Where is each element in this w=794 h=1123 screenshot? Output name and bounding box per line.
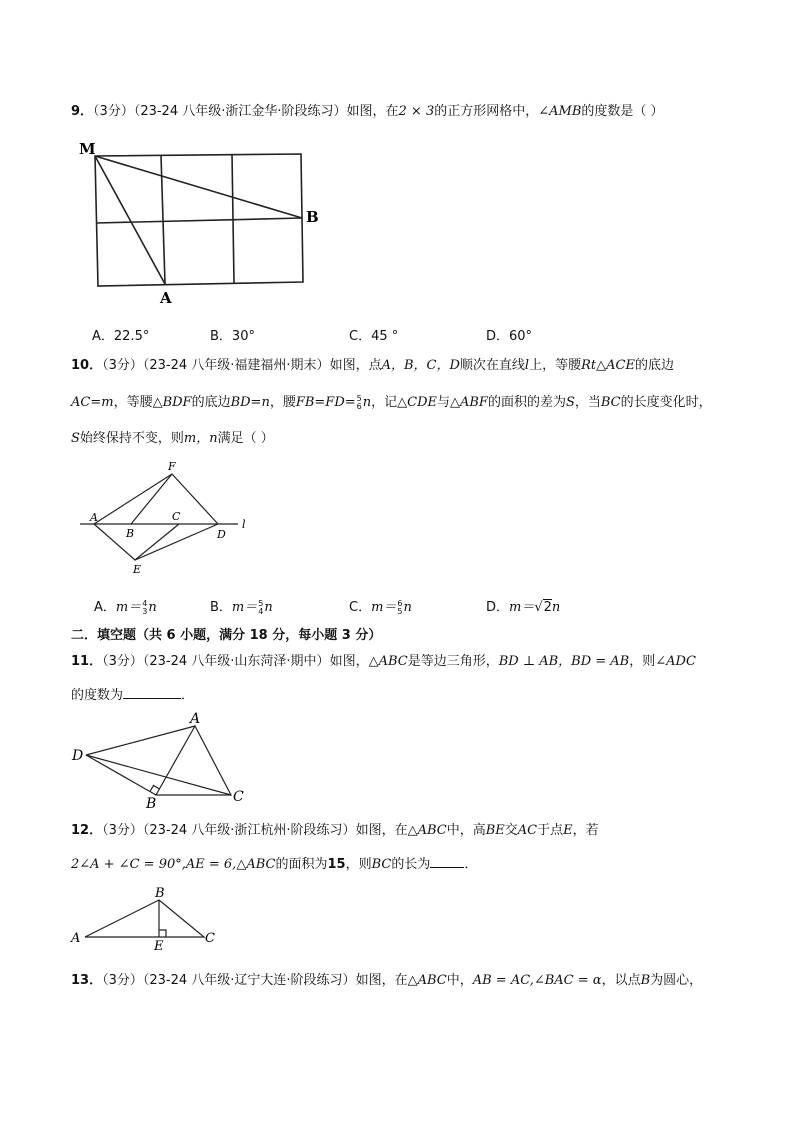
q10-math: ABF: [459, 395, 488, 410]
q9-grid-figure: [75, 138, 335, 308]
q12-text: 中，高: [446, 823, 486, 838]
q10-stem-line2: [71, 394, 712, 412]
q11-text: 如图，: [329, 654, 369, 669]
q10-label-e: E: [133, 563, 142, 576]
option-fraction: [397, 600, 402, 616]
q11-text: ，则: [629, 654, 656, 669]
option-lhs: m＝: [115, 600, 142, 615]
q10-option-c[interactable]: [349, 596, 412, 616]
q13-math: △ABC: [407, 973, 447, 988]
q10-text: 始终保持不变，则: [79, 431, 184, 446]
option-var: n: [148, 600, 157, 615]
option-prefix: B．: [210, 600, 232, 615]
q10-math: l: [524, 358, 530, 373]
q10-math: CDE: [407, 395, 437, 410]
q10-math: BC: [600, 395, 621, 410]
q10-text: 上，等腰: [529, 358, 582, 373]
q12-stem-line2: [71, 855, 477, 874]
q12-score: （3分）: [102, 823, 143, 838]
q10-fraction: [357, 395, 362, 411]
option-var: n: [551, 600, 561, 615]
q13-stem: [71, 972, 702, 990]
q9-grid-line: [232, 154, 234, 283]
option-prefix: D．: [486, 600, 510, 615]
q10-segments-ae-ed: [94, 524, 218, 560]
option-prefix: A．: [94, 600, 116, 615]
q11-label-c: C: [233, 789, 244, 805]
q10-math: A，B，C，D: [381, 358, 460, 373]
sqrt-icon: √: [534, 600, 543, 615]
q12-label-c: C: [205, 931, 215, 946]
q12-stem-line1: [71, 822, 599, 840]
q10-label-c: C: [172, 510, 181, 523]
q10-source: （23-24 八年级·福建福州·期末）: [142, 358, 330, 373]
fraction-denominator: 3: [142, 606, 148, 616]
q9-number: 9．: [71, 104, 94, 119]
q13-text: 为圆心，: [650, 973, 703, 988]
q10-math: S: [71, 431, 80, 446]
q9-option-b[interactable]: B．30°: [210, 329, 255, 344]
option-lhs: m＝: [371, 600, 397, 615]
option-prefix: C．: [349, 600, 372, 615]
fraction-denominator: 4: [258, 606, 264, 616]
q10-text: 的底边: [634, 358, 674, 373]
q12-math: AC: [517, 823, 538, 838]
q10-math: Rt△ACE: [581, 358, 635, 373]
q10-score: （3分）: [102, 358, 143, 373]
q10-math: AC=m: [71, 395, 114, 410]
q10-text: ，腰: [269, 395, 296, 410]
q12-text: 的面积为: [275, 857, 328, 872]
q9-option-d[interactable]: D．60°: [486, 329, 533, 344]
q12-label-e: E: [154, 939, 164, 953]
q11-source: （23-24 八年级·山东菏泽·期中）: [142, 654, 330, 669]
q13-text: 如图，在: [355, 973, 408, 988]
q10-text: 的底边: [191, 395, 231, 410]
q10-option-b[interactable]: [210, 596, 273, 616]
q10-math: n: [362, 395, 372, 410]
fraction-denominator: 5: [397, 606, 403, 616]
fraction-numerator: 6: [397, 598, 403, 608]
q11-text: 的度数为: [71, 688, 124, 703]
option-var: n: [264, 600, 273, 615]
q10-text: 如图，点: [329, 358, 382, 373]
q9-score: （3分）: [93, 104, 134, 119]
q10-number: 10．: [71, 358, 103, 373]
q12-math: BC: [371, 857, 392, 872]
q9-segment-mb: [95, 156, 302, 218]
q11-label-b: B: [146, 796, 157, 812]
q9-option-a[interactable]: A．22.5°: [92, 329, 150, 344]
q12-math: E: [563, 823, 573, 838]
q9-label-a: A: [160, 289, 172, 307]
q11-label-d: D: [72, 748, 84, 764]
q10-segment-ec: [135, 524, 179, 560]
q12-right-angle-mark: [159, 930, 166, 937]
q12-text: 的长为: [391, 857, 431, 872]
q9-text: 的度数是（ ）: [581, 104, 664, 119]
q10-segment-fb: [131, 474, 172, 524]
fraction-numerator: 5: [356, 393, 362, 403]
q9-label-m: M: [79, 140, 96, 158]
q13-text: ，以点: [601, 973, 641, 988]
q11-answer-blank[interactable]: [123, 686, 181, 699]
q10-option-d[interactable]: [486, 596, 560, 615]
q9-segment-ma: [95, 156, 165, 284]
q11-math: ∠ADC: [655, 654, 696, 669]
q9-label-b: B: [306, 208, 319, 226]
q11-math: △ABC: [368, 654, 408, 669]
q10-text: ，记△: [371, 395, 408, 410]
q11-label-a: A: [190, 711, 201, 727]
q9-source: （23-24 八年级·浙江金华·阶段练习）: [133, 104, 347, 119]
q12-text: ，则: [345, 857, 372, 872]
q9-text: 的正方形网格中，: [434, 104, 539, 119]
q10-math: FB=FD=: [295, 395, 356, 410]
q13-source: （23-24 八年级·辽宁大连·阶段练习）: [142, 973, 356, 988]
q10-option-a[interactable]: [94, 596, 157, 616]
q10-text: 满足（ ）: [217, 431, 274, 446]
q13-math: AB = AC,∠BAC = α: [472, 973, 602, 988]
q13-score: （3分）: [102, 973, 143, 988]
q10-text: 的长度变化时，: [620, 395, 712, 410]
q9-grid-line: [96, 218, 302, 223]
q9-grid-line: [161, 155, 165, 284]
q10-text: ，等腰△: [113, 395, 163, 410]
q10-text: 的面积的差为: [487, 395, 566, 410]
q12-text: ，若: [572, 823, 599, 838]
fraction-numerator: 5: [258, 598, 264, 608]
q9-stem: [71, 103, 664, 121]
q13-number: 13．: [71, 973, 103, 988]
q11-stem-line2: [71, 686, 194, 705]
q9-text: 如图，在: [346, 104, 399, 119]
q12-triangle-abc: [85, 900, 204, 937]
q12-text: ．: [464, 857, 478, 872]
fraction-numerator: 4: [142, 598, 148, 608]
q11-math: BD ⊥ AB，BD = AB: [498, 654, 630, 669]
q11-text: ．: [181, 688, 195, 703]
option-lhs: m＝: [231, 600, 258, 615]
q13-text: 中，: [446, 973, 473, 988]
q12-source: （23-24 八年级·浙江杭州·阶段练习）: [142, 823, 356, 838]
q10-label-a: A: [90, 511, 98, 524]
q12-label-a: A: [71, 931, 81, 946]
q11-figure: [70, 708, 260, 813]
sqrt-radicand: 2: [543, 600, 552, 615]
q11-number: 11．: [71, 654, 103, 669]
q11-text: 是等边三角形，: [407, 654, 499, 669]
q9-grid-expr: 2 × 3: [398, 104, 435, 119]
q10-label-f: F: [168, 460, 176, 473]
q12-answer-blank[interactable]: [430, 855, 464, 868]
q12-text: 交: [504, 823, 518, 838]
option-var: n: [403, 600, 412, 615]
q10-text: 顺次在直线: [459, 358, 525, 373]
q10-stem-line3: [71, 430, 274, 448]
q12-text: 于点: [537, 823, 564, 838]
q10-text: ，当: [574, 395, 601, 410]
q12-figure: [68, 883, 228, 953]
section-heading: 二．填空题（共 6 小题，满分 18 分，每小题 3 分）: [71, 628, 382, 643]
option-fraction: [258, 600, 263, 616]
q11-stem-line1: [71, 653, 696, 671]
q10-stem-line1: [71, 357, 674, 375]
q10-figure: [78, 458, 258, 578]
q12-label-b: B: [155, 886, 165, 901]
q9-option-c[interactable]: C．45 °: [349, 329, 399, 344]
q10-segments-af-fd: [94, 474, 218, 524]
q10-math: S: [565, 395, 575, 410]
q10-text: 与△: [436, 395, 460, 410]
q11-score: （3分）: [102, 654, 143, 669]
q12-math: 2∠A + ∠C = 90°,AE = 6,△ABC: [71, 857, 276, 872]
option-fraction: [142, 600, 147, 616]
q12-math: △ABC: [407, 823, 447, 838]
q10-math: m，n: [183, 431, 218, 446]
q12-number-15: 15: [327, 857, 346, 872]
q12-number: 12．: [71, 823, 103, 838]
q10-label-l: l: [242, 518, 246, 531]
q10-label-b: B: [126, 527, 135, 540]
q13-math: B: [640, 973, 651, 988]
q12-math: BE: [485, 823, 505, 838]
q10-label-d: D: [217, 528, 226, 541]
q10-math: BDF: [162, 395, 192, 410]
q9-angle: ∠AMB: [538, 104, 582, 119]
option-lhs: m＝: [509, 600, 535, 615]
q12-text: 如图，在: [355, 823, 408, 838]
fraction-denominator: 6: [356, 401, 362, 411]
q11-segment-da: [86, 726, 195, 755]
q10-math: BD=n: [230, 395, 270, 410]
q11-segment-db: [86, 755, 156, 795]
